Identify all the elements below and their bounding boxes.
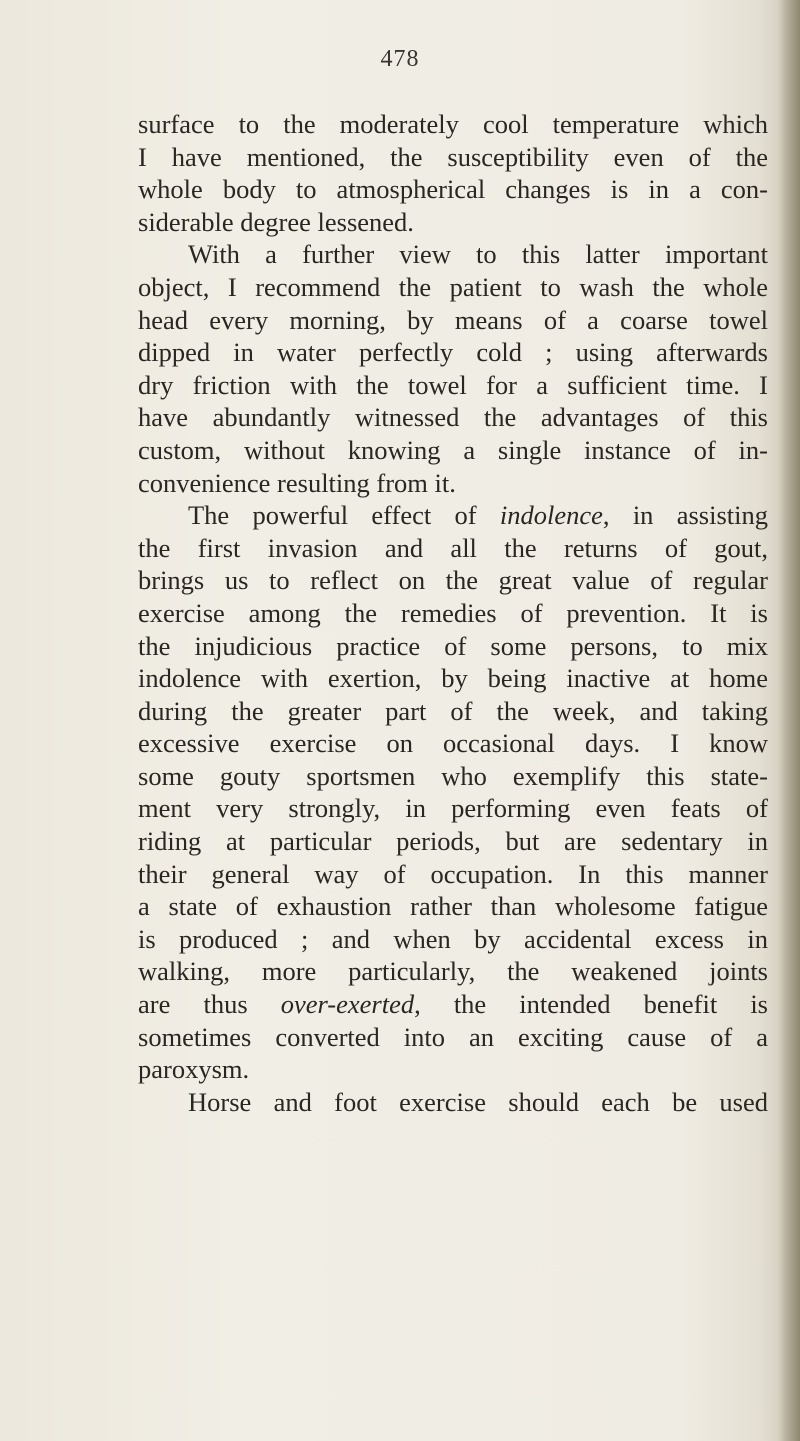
text-segment: The powerful effect of	[188, 500, 500, 531]
text-line: a state of exhaustion rather than wholesome fatigue	[138, 891, 768, 922]
text-segment: are thus	[138, 989, 281, 1020]
text-line: convenience resulting from it.	[138, 467, 456, 498]
italic-term: indolence	[499, 500, 603, 531]
text-line: dipped in water perfectly cold ; using afterwards	[138, 337, 768, 368]
text-line: siderable degree lessened.	[138, 206, 414, 237]
text-line: the injudicious practice of some persons, to mix	[138, 630, 768, 661]
text-line: ment very strongly, in performing even feats of	[138, 793, 768, 824]
text-line: Horse and foot exercise should each be used	[188, 1086, 768, 1117]
text-line: excessive exercise on occasional days. I know	[138, 728, 768, 759]
text-line: object, I recommend the patient to wash the whole	[138, 271, 768, 302]
text-line	[138, 988, 768, 1021]
text-segment: , the intended benefit is	[414, 989, 768, 1020]
text-line: is produced ; and when by accidental excess in	[138, 923, 768, 954]
text-line: indolence with exertion, by being inactive at home	[138, 663, 768, 694]
text-line: paroxysm.	[138, 1054, 250, 1085]
text-line: whole body to atmospherical changes is in a con-	[138, 174, 768, 205]
text-line: exercise among the remedies of prevention. It is	[138, 597, 768, 628]
text-line: sometimes converted into an exciting cause of a	[138, 1021, 768, 1052]
italic-term: over-exerted	[280, 989, 415, 1020]
text-line: custom, without knowing a single instance of in-	[138, 434, 768, 465]
text-segment: , in assisting	[602, 500, 768, 531]
text-line: walking, more particularly, the weakened joints	[138, 956, 768, 987]
text-line: riding at particular periods, but are sedentary in	[138, 826, 768, 857]
body-text	[138, 108, 768, 1118]
text-line: surface to the moderately cool temperature which	[138, 109, 768, 139]
text-line: during the greater part of the week, and taking	[138, 695, 768, 726]
text-line: dry friction with the towel for a sufficient time. I	[138, 369, 768, 400]
text-line: some gouty sportsmen who exemplify this state-	[138, 760, 768, 791]
text-line	[138, 499, 768, 532]
text-line: their general way of occupation. In this manner	[138, 858, 768, 889]
text-line: have abundantly witnessed the advantages of this	[138, 402, 768, 433]
page-edge-shadow	[778, 0, 800, 1441]
text-line: brings us to reflect on the great value of regular	[138, 565, 768, 596]
page-number: 478	[380, 46, 420, 72]
text-line: the first invasion and all the returns of gout,	[138, 532, 768, 563]
text-line: I have mentioned, the susceptibility even of the	[138, 141, 768, 172]
text-line: head every morning, by means of a coarse towel	[138, 304, 768, 335]
text-line: With a further view to this latter important	[188, 239, 768, 270]
